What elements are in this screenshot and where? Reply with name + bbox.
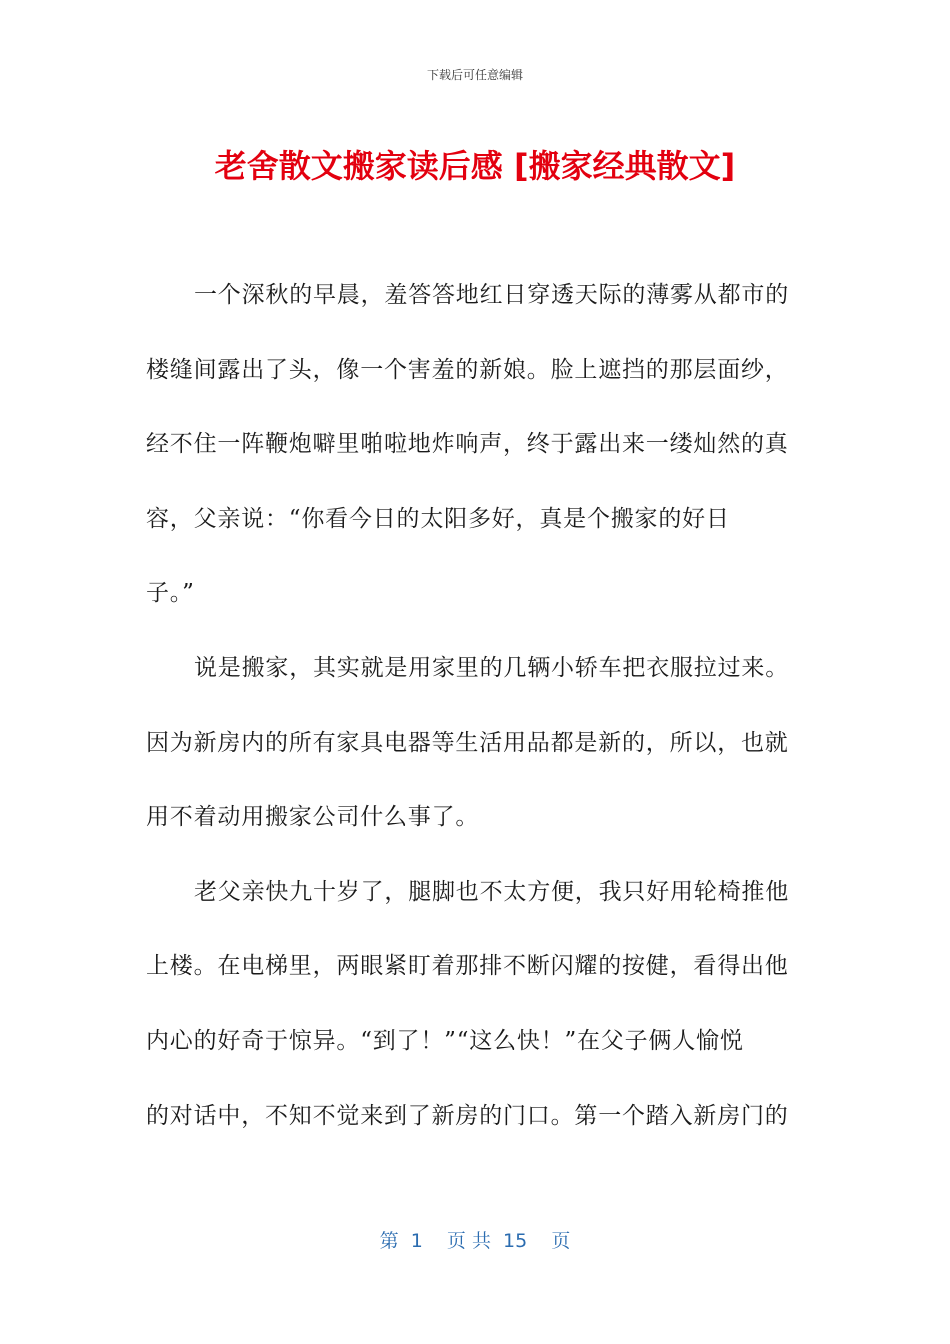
header-note: 下载后可任意编辑 xyxy=(426,68,523,82)
text-line: 经不住一阵鞭炮噼里啪啦地炸响声，终于露出来一缕灿然的真 xyxy=(146,431,789,458)
text-line: 子。” xyxy=(146,580,195,607)
text-line: 容，父亲说：“你看今日的太阳多好，真是个搬家的好日 xyxy=(146,505,730,532)
text-line: 因为新房内的所有家具电器等生活用品都是新的，所以，也就 xyxy=(146,729,789,756)
text-line: 用不着动用搬家公司什么事了。 xyxy=(146,804,480,831)
text-line: 楼缝间露出了头，像一个害羞的新娘。脸上遮挡的那层面纱， xyxy=(146,356,789,383)
page-number-footer: 第 1 页 共 15 页 xyxy=(379,1230,571,1252)
text-line: 说是搬家，其实就是用家里的几辆小轿车把衣服拉过来。 xyxy=(194,654,789,681)
text-line: 老父亲快九十岁了，腿脚也不太方便，我只好用轮椅推他 xyxy=(194,878,789,905)
text-line: 上楼。在电梯里，两眼紧盯着那排不断闪耀的按健，看得出他 xyxy=(146,953,789,980)
document-title: 老舍散文搬家读后感 [搬家经典散文] xyxy=(214,147,736,185)
text-line: 内心的好奇于惊异。“到了！”“这么快！”在父子俩人愉悦 xyxy=(146,1027,744,1054)
text-line: 的对话中，不知不觉来到了新房的门口。第一个踏入新房门的 xyxy=(146,1102,789,1129)
text-line: 一个深秋的早晨，羞答答地红日穿透天际的薄雾从都市的 xyxy=(194,282,789,308)
document-body xyxy=(146,270,796,1165)
